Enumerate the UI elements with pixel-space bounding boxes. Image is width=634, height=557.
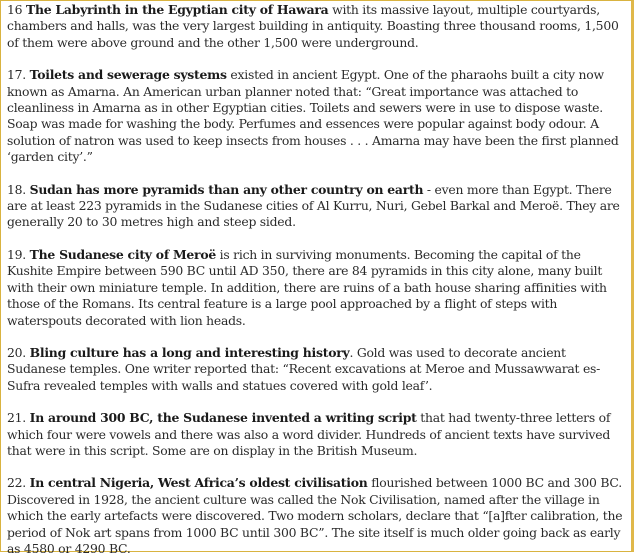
fact-entry-22 bbox=[7, 475, 625, 557]
entry-body: - even more than Egypt. There are at least 223 pyramids in the Sudanese cities of Al Kurru, Nuri, Gebel Barkal and Meroë. They are generally 20 to 30 metres high and steep sided. bbox=[7, 181, 620, 230]
entry-number: 17. bbox=[7, 67, 26, 83]
fact-entry-16 bbox=[7, 2, 625, 51]
entry-body: flourished between 1000 BC and 300 BC. Discovered in 1928, the ancient culture was called the Nok Civilisation, named after the village in which the early artefacts were discovered. Two modern scholars, declare that “[a]fter calibration, the period of Nok art spans from 1000 BC until 300 BC”. The site itself is much older going back as early as 4580 or 4290 BC. bbox=[7, 475, 623, 556]
entry-heading: Bling culture has a long and interesting history bbox=[29, 344, 350, 360]
entry-heading: The Labyrinth in the Egyptian city of Hawara bbox=[25, 2, 329, 17]
entry-number: 20. bbox=[7, 344, 26, 360]
entry-heading: In around 300 BC, the Sudanese invented a writing script bbox=[29, 410, 417, 426]
entry-number: 18. bbox=[7, 181, 26, 197]
fact-entry-17 bbox=[7, 67, 625, 165]
entry-heading: The Sudanese city of Meroë bbox=[29, 246, 216, 262]
fact-entry-18 bbox=[7, 182, 625, 231]
entry-heading: Sudan has more pyramids than any other country on earth bbox=[29, 181, 424, 197]
entry-body: with its massive layout, multiple courtyards, chambers and halls, was the very largest building in antiquity. Boasting three thousand rooms, 1,500 of them were above ground and the other 1,500 were underground. bbox=[7, 2, 619, 50]
entry-number: 16 bbox=[7, 2, 23, 17]
entry-heading: In central Nigeria, West Africa’s oldest civilisation bbox=[29, 475, 368, 491]
entry-number: 22. bbox=[7, 475, 26, 491]
fact-entry-20 bbox=[7, 345, 625, 394]
entry-body: that had twenty-three letters of which four were vowels and there was also a word divider. Hundreds of ancient texts have survived that were in this script. Some are on display in the British Museum. bbox=[7, 410, 611, 458]
entry-number: 21. bbox=[7, 410, 26, 426]
entry-body: existed in ancient Egypt. One of the pharaohs built a city now known as Amarna. An American urban planner noted that: “Great importance was attached to cleanliness in Amarna as in other Egyptian cities. Toilets and sewers were in use to dispose waste. Soap was made for washing the body. Perfumes and essences were popular against body odour. A solution of natron was used to keep insects from houses . . . Amarna may have been the first planned ‘garden city’.” bbox=[7, 67, 619, 165]
entry-number: 19. bbox=[7, 246, 26, 262]
fact-entry-19 bbox=[7, 247, 625, 329]
entry-heading: Toilets and sewerage systems bbox=[29, 67, 227, 83]
fact-entry-21 bbox=[7, 410, 625, 459]
entry-body: . Gold was used to decorate ancient Sudanese temples. One writer reported that: “Recent excavations at Meroe and Mussawwarat es-Sufra revealed temples with walls and statues covered with gold leaf’. bbox=[7, 344, 601, 393]
entry-body: is rich in surviving monuments. Becoming the capital of the Kushite Empire between 590 BC until AD 350, there are 84 pyramids in this city alone, many built with their own miniature temple. In addition, there are ruins of a bath house sharing affinities with those of the Romans. Its central feature is a large pool approached by a flight of steps with waterspouts decorated with lion heads. bbox=[7, 246, 607, 328]
